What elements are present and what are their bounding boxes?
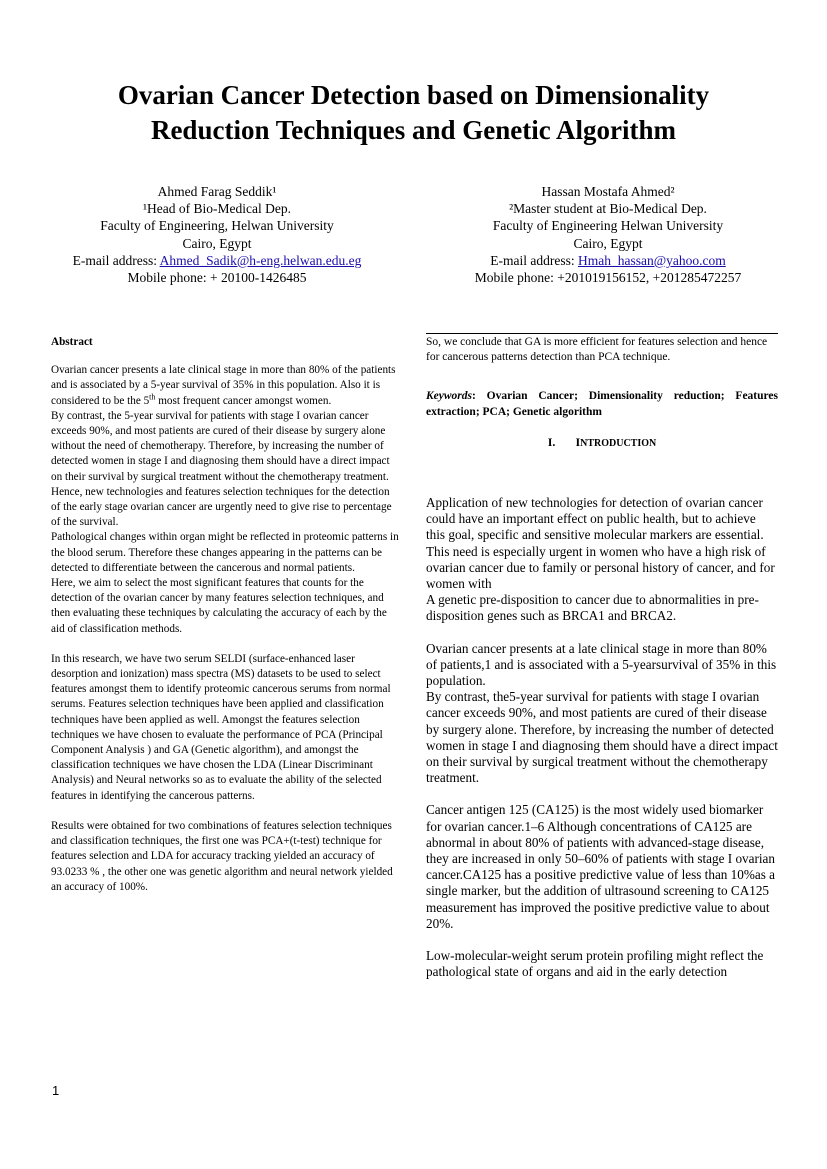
right-column xyxy=(426,333,778,981)
abstract-paragraph xyxy=(51,363,401,409)
author-block-right xyxy=(443,183,773,286)
paper-title xyxy=(60,78,767,148)
section-title-rest: NTRODUCTION xyxy=(580,437,657,449)
author-location: Cairo, Egypt xyxy=(182,235,252,251)
section-number: I. xyxy=(547,434,556,449)
keywords xyxy=(426,389,778,419)
abstract-heading: Abstract xyxy=(51,336,93,348)
abstract-text: most frequent cancer amongst women. xyxy=(155,394,332,407)
author-name: Ahmed Farag Seddik¹ xyxy=(157,184,277,199)
abstract-paragraph: In this research, we have two serum SELDI (surface-enhanced laser desorption and ionization) mass spectra (MS) datasets to be used to select features amongst them to identify proteomic cancerous serums from normal serums. Features selection techniques have been applied and classification techniques have been applied as well. Amongst the features selection techniques we have chosen to evaluate the performance of PCA (Principal Component Analysis ) and GA (Genetic algorithm), and amongst the classification techniques we have chosen the LDA (Linear Discriminant Analysis) and Neural networks so as to evaluate the ability of the selected features in identifying the cancerous patterns. xyxy=(51,652,391,802)
section-title-initial: I xyxy=(575,434,581,449)
abstract-paragraph: Hence, new technologies and features selection techniques for the detection of the early stage ovarian cancer are urgently need to give rise to percentage of the survival. xyxy=(51,485,392,529)
abstract-conclusion: So, we conclude that GA is more efficient for features selection and hence for cancerous patterns detection than PCA technique. xyxy=(426,333,778,365)
abstract-paragraph: Results were obtained for two combinations of features selection techniques and classification techniques, the first one was PCA+(t-test) technique for features selection and LDA for accuracy tracking yielded an accuracy of 93.0233 % , the other one was genetic algorithm and neural network yielded an accuracy of 100%. xyxy=(51,819,393,893)
author-email-line xyxy=(52,252,382,269)
email-label: E-mail address: xyxy=(72,252,160,268)
intro-paragraph: By contrast, the5-year survival for patients with stage I ovarian cancer exceeds 90%, and most patients are cured of their disease by surgery alone. Therefore, by increasing the number of detected women in stage I and diagnosing them should have a direct impact on their survival by surgical treatment without the chemotherapy treatment. xyxy=(426,689,778,786)
intro-paragraph: Application of new technologies for detection of ovarian cancer could have an important effect on public health, but to achieve this goal, specific and sensitive molecular markers are essential. This need is especially urgent in women who have a high risk of ovarian cancer due to family or personal history of cancer, and for women with xyxy=(426,495,775,592)
intro-paragraph: Low-molecular-weight serum protein profiling might reflect the pathological state of organs and aid in the early detection xyxy=(426,948,764,980)
author-email-link[interactable]: Hmah_hassan@yahoo.com xyxy=(577,252,726,268)
keywords-text: : Ovarian Cancer; Dimensionality reduction; Features extraction; PCA; Genetic algorithm xyxy=(426,390,778,418)
title-line-1: Ovarian Cancer Detection based on Dimensionality xyxy=(117,80,710,110)
author-email-link[interactable]: Ahmed_Sadik@h-eng.helwan.edu.eg xyxy=(159,252,362,268)
author-location: Cairo, Egypt xyxy=(573,235,643,251)
superscript: th xyxy=(149,391,156,401)
keywords-label: Keywords xyxy=(426,390,472,403)
title-line-2: Reduction Techniques and Genetic Algorithm xyxy=(150,115,677,145)
author-affiliation: ²Master student at Bio-Medical Dep. xyxy=(509,201,707,217)
author-affiliation: ¹Head of Bio-Medical Dep. xyxy=(143,201,291,217)
page-number: 1 xyxy=(52,1083,60,1098)
author-phone: Mobile phone: + 20100-1426485 xyxy=(127,270,307,286)
email-label: E-mail address: xyxy=(490,252,578,268)
abstract-paragraph: By contrast, the 5-year survival for patients with stage I ovarian cancer exceeds 90%, and most patients are cured of their disease by surgery alone without the need of chemotherapy. Therefore, by increasing the number of detected women in stage I and diagnosing them should have a direct impact on their survival by surgical treatment without the chemotherapy treatment. xyxy=(51,409,390,483)
author-email-line xyxy=(443,252,773,269)
author-faculty: Faculty of Engineering, Helwan University xyxy=(100,218,334,234)
author-block-left xyxy=(52,183,382,286)
section-heading-introduction xyxy=(426,435,778,451)
author-faculty: Faculty of Engineering Helwan University xyxy=(492,218,724,234)
abstract-paragraph: Pathological changes within organ might be reflected in proteomic patterns in the blood serum. Therefore these changes appearing in the patterns can be detected to differentiate between the cancerous and normal patients. xyxy=(51,531,399,574)
intro-paragraph: Ovarian cancer presents at a late clinical stage in more than 80% of patients,1 and is associated with a 5-yearsurvival of 35% in this population. xyxy=(426,640,777,689)
intro-paragraph: Cancer antigen 125 (CA125) is the most widely used biomarker for ovarian cancer.1–6 Although concentrations of CA125 are abnormal in about 80% of patients with advanced-stage disease, they are increased in only 50–60% of patients with stage I ovarian cancer.CA125 has a positive predictive value of less than 10%as a single marker, but the addition of ultrasound screening to CA125 measurement has improved the positive predictive value to about 20%. xyxy=(426,802,775,931)
abstract-text: Ovarian cancer presents a late clinical stage in more than 80% of the patients and is associated by a 5-year survival of 35% in this population. Also it is considered to be the 5 xyxy=(51,364,396,407)
author-name: Hassan Mostafa Ahmed² xyxy=(541,184,675,199)
abstract-paragraph: Here, we aim to select the most significant features that counts for the detection of the ovarian cancer by many features selection techniques, and then evaluating these techniques by calculating the accuracy of each by the aid of classification methods. xyxy=(51,577,387,635)
left-column xyxy=(51,335,401,895)
author-phone: Mobile phone: +201019156152, +201285472257 xyxy=(474,270,742,286)
intro-paragraph: A genetic pre-disposition to cancer due to abnormalities in pre-disposition genes such as BRCA1 and BRCA2. xyxy=(426,592,759,624)
